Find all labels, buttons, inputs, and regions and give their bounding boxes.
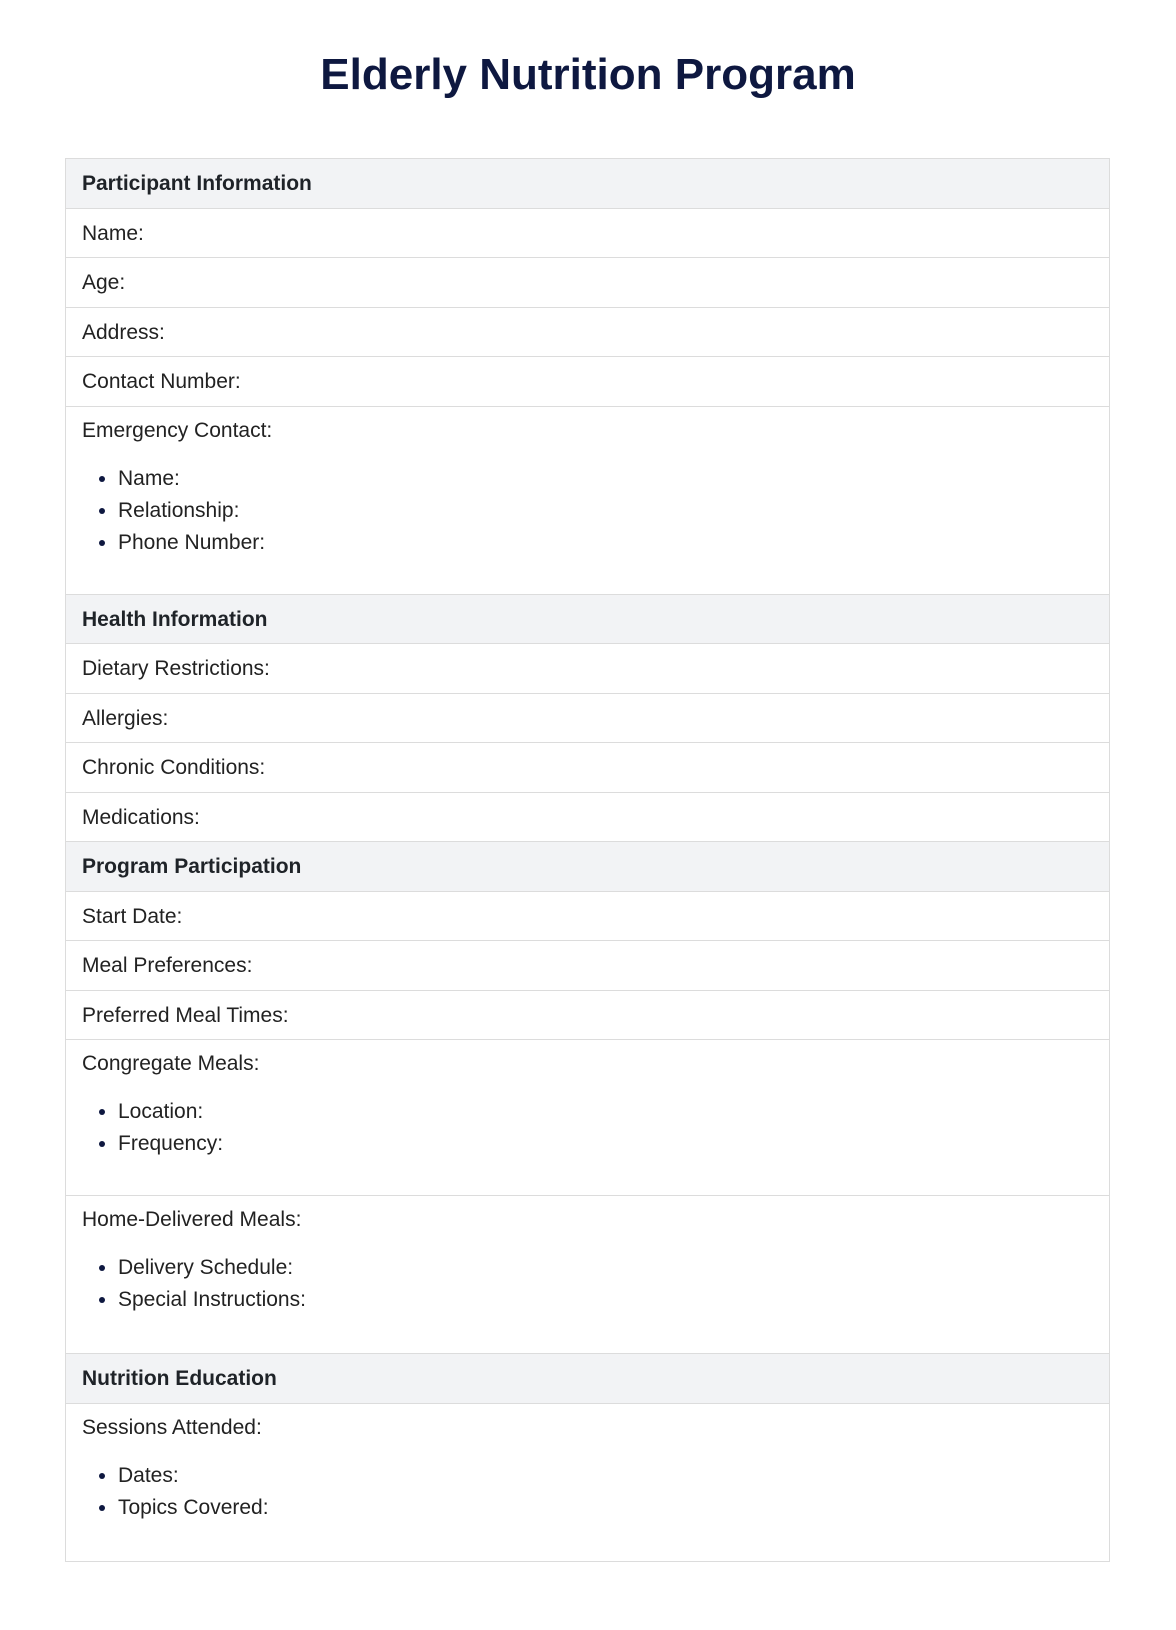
emergency-contact-list: [82, 463, 1093, 559]
field-label: Allergies:: [82, 706, 169, 730]
field-congregate-location[interactable]: • Location:: [118, 1096, 1093, 1128]
field-name[interactable]: [66, 209, 1109, 259]
section-header-nutrition-education: Nutrition Education: [66, 1354, 1109, 1404]
field-meal-preferences[interactable]: [66, 941, 1109, 991]
field-allergies[interactable]: [66, 694, 1109, 744]
field-label: Start Date:: [82, 904, 183, 928]
field-label: Sessions Attended:: [82, 1415, 262, 1439]
field-emergency-name[interactable]: • Name:: [118, 463, 1093, 495]
field-contact-number[interactable]: [66, 357, 1109, 407]
field-label: Name:: [82, 221, 144, 245]
field-start-date[interactable]: [66, 892, 1109, 942]
field-chronic-conditions[interactable]: [66, 743, 1109, 793]
field-label: Medications:: [82, 805, 200, 829]
field-address[interactable]: [66, 308, 1109, 358]
home-delivered-meals-list: [82, 1252, 1093, 1316]
field-group-sessions-attended: [66, 1404, 1109, 1561]
sessions-attended-list: [82, 1460, 1093, 1524]
field-label: Emergency Contact:: [82, 418, 273, 442]
field-emergency-phone[interactable]: • Phone Number:: [118, 527, 1093, 559]
field-group-emergency-contact: [66, 407, 1109, 595]
field-label: Age:: [82, 271, 126, 294]
field-label: Preferred Meal Times:: [82, 1003, 289, 1027]
field-label: Chronic Conditions:: [82, 756, 266, 779]
field-label: Contact Number:: [82, 370, 241, 393]
section-header-participant-information: Participant Information: [66, 159, 1109, 209]
field-group-home-delivered-meals: [66, 1196, 1109, 1354]
field-label: Dietary Restrictions:: [82, 657, 270, 680]
field-special-instructions[interactable]: • Special Instructions:: [118, 1284, 1093, 1316]
page-title: Elderly Nutrition Program: [320, 50, 856, 99]
field-emergency-relationship[interactable]: • Relationship:: [118, 495, 1093, 527]
field-congregate-frequency[interactable]: • Frequency:: [118, 1128, 1093, 1160]
field-dietary-restrictions[interactable]: [66, 644, 1109, 694]
section-header-health-information: Health Information: [66, 595, 1109, 645]
field-preferred-meal-times[interactable]: [66, 991, 1109, 1041]
field-label: Home-Delivered Meals:: [82, 1208, 302, 1231]
field-delivery-schedule[interactable]: • Delivery Schedule:: [118, 1252, 1093, 1284]
form-table: [65, 158, 1110, 1562]
field-group-congregate-meals: [66, 1040, 1109, 1196]
field-label: Meal Preferences:: [82, 954, 253, 977]
section-header-program-participation: Program Participation: [66, 842, 1109, 892]
field-medications[interactable]: [66, 793, 1109, 843]
field-label: Congregate Meals:: [82, 1052, 260, 1075]
field-label: Address:: [82, 320, 165, 344]
field-session-dates[interactable]: • Dates:: [118, 1460, 1093, 1492]
field-topics-covered[interactable]: • Topics Covered:: [118, 1492, 1093, 1524]
field-age[interactable]: [66, 258, 1109, 308]
congregate-meals-list: [82, 1096, 1093, 1160]
